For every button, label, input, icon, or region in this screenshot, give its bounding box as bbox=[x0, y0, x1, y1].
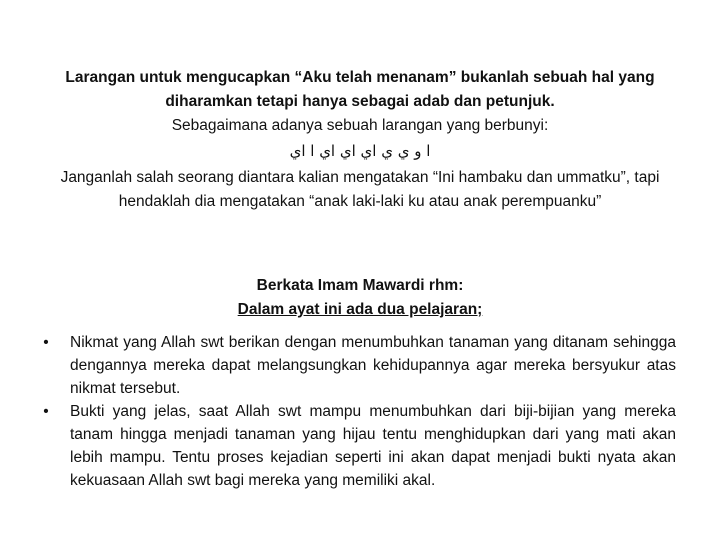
bullet-icon: • bbox=[43, 334, 49, 351]
bullet-icon: • bbox=[43, 403, 49, 420]
intro-bold-statement: Larangan untuk mengucapkan “Aku telah menanam” bukanlah sebuah hal yang diharamkan tetapi hanya sebagai adab dan petunjuk. bbox=[65, 69, 655, 110]
mawardi-subheading: Dalam ayat ini ada dua pelajaran; bbox=[237, 301, 483, 318]
intro-lead-in: Sebagaimana adanya sebuah larangan yang berbunyi: bbox=[171, 117, 549, 134]
lesson-text: Nikmat yang Allah swt berikan dengan menumbuhkan tanaman yang ditanam sehingga dengannya mereka dapat melangsungkan kehidupannya agar mereka bersyukur atas nikmat tersebut. bbox=[70, 334, 676, 397]
hadith-translation: Janganlah salah seorang diantara kalian mengatakan “Ini hambaku dan ummatku”, tapi hendaklah dia mengatakan “anak laki-laki ku atau anak perempuanku” bbox=[60, 169, 660, 210]
intro-block bbox=[34, 66, 686, 214]
mawardi-heading: Berkata Imam Mawardi rhm: bbox=[256, 277, 464, 294]
mawardi-block bbox=[34, 274, 686, 322]
lessons-list bbox=[40, 331, 676, 492]
arabic-hadith-text: ﺍ ﻭ ﻱ ﻱ ﺍﻱ ﺍﻱ ﺍﻱ ﺍ ﺍﻱ bbox=[289, 142, 431, 160]
list-item bbox=[40, 331, 676, 400]
list-item bbox=[40, 400, 676, 492]
lesson-text: Bukti yang jelas, saat Allah swt mampu menumbuhkan dari biji-bijian yang mereka tanam hingga menjadi tanaman yang hijau tentu menghidupkan dari yang mati akan lebih mampu. Tentu proses kejadian seperti ini akan dapat menjadi bukti nyata akan kekuasaan Allah swt bagi mereka yang memiliki akal. bbox=[70, 403, 676, 489]
